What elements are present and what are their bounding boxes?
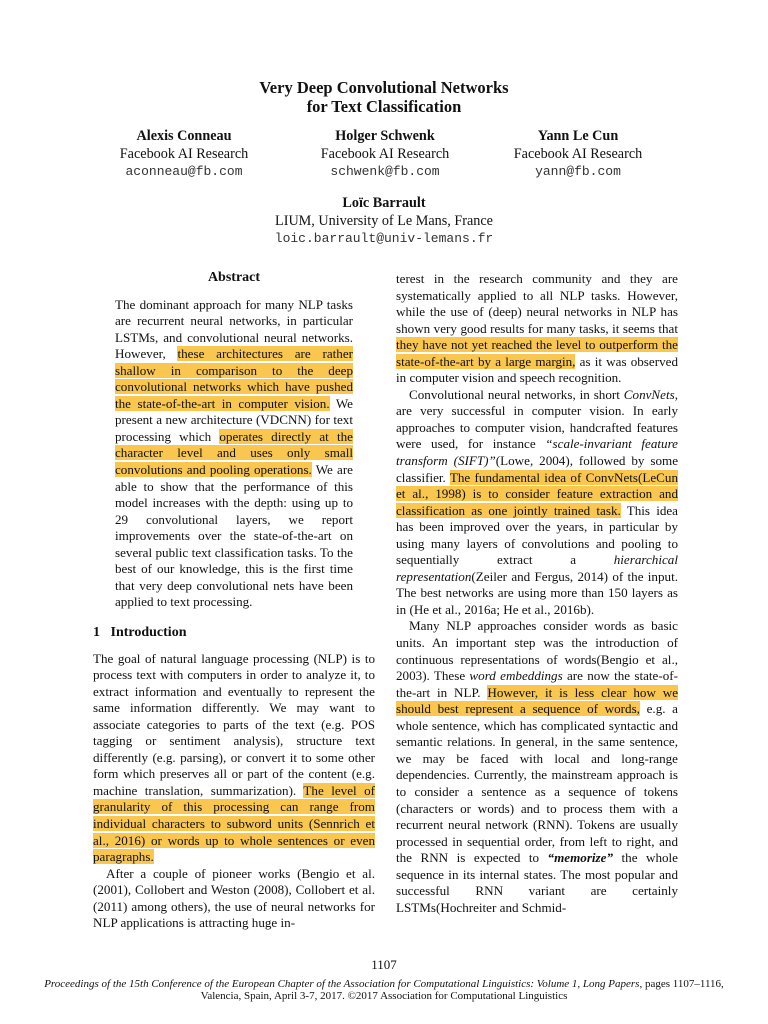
author-email: loic.barrault@univ-lemans.fr: [274, 231, 494, 246]
author-email: aconneau@fb.com: [125, 164, 243, 179]
italic-term: ConvNets: [623, 386, 675, 402]
right-text-4: , are very successful in computer vision. In early approaches to computer vision, handcrafted features were used, for instance: [396, 386, 678, 452]
abstract-text-3: We are able to show that the performance of this model increases with the depth: using up to 29 convolutional layers, we report improvements over the state-of-the-art on several public text classification tasks. To the best of our knowledge, this is the first time that very deep convolutional nets have been applied to text processing.: [115, 462, 353, 610]
highlight: operates directly at the character level and uses only small convolutions and pooling operations.: [115, 428, 353, 478]
author-block-2: [285, 128, 485, 181]
author-name: Alexis Conneau: [136, 128, 232, 144]
section-title: Introduction: [110, 625, 187, 640]
highlight: However, it is less clear how we should best represent a sequence of words,: [396, 684, 679, 717]
highlight: these architectures are rather shallow in comparison to the deep convolutional networks which have pushed the state-of-the-art in computer vision.: [115, 346, 353, 411]
abstract-section: [115, 270, 353, 611]
right-text-10: e.g. a whole sentence, which has complicated syntactic and semantic relations. In general, in the same sentence, we may be faced with local and long-range dependencies. Currently, the mainstream approach is to consider a sentence as a sequence of tokens (characters or words) and to process them with a recurrent neural network (RNN). Tokens are usually processed in sequential order, from left to right, and the RNN is expected to: [396, 701, 678, 866]
right-text-5: (Lowe, 2004), followed by some classifier.: [396, 453, 679, 485]
abstract-heading: Abstract: [207, 270, 261, 285]
right-text-6: This idea has been improved over the years, in particular by using many layers of convolutions and pooling to sequentially extract a: [396, 502, 678, 568]
author-email: yann@fb.com: [535, 164, 621, 179]
footer-line-1: [14, 978, 754, 990]
right-text-3: Convolutional neural networks, in short: [409, 386, 624, 402]
right-text-7: (Zeiler and Fergus, 2014) of the input. The best networks are using more than 150 layers as in (He et al., 2016a; He et al., 2016b).: [396, 568, 678, 617]
italic-term: hierarchical representation: [396, 552, 678, 584]
highlight: The fundamental idea of ConvNets(LeCun et al., 1998) is to consider feature extraction and classification as one jointly trained task.: [396, 469, 678, 518]
footer-line-2: Valencia, Spain, April 3-7, 2017. ©2017 Association for Computational Linguistics: [200, 990, 568, 1002]
author-block-3: [478, 128, 678, 181]
title-line-2: for Text Classification: [306, 97, 462, 116]
right-text-2: as it was observed in computer vision and speech recognition.: [396, 353, 678, 386]
right-text-9: are now the state-of-the-art in NLP.: [396, 668, 678, 700]
right-column: [396, 271, 678, 916]
section-number: 1: [93, 625, 100, 640]
footer-proceedings: Proceedings of the 15th Conference of the European Chapter of the Association for Computational Linguistics: Volume 1, Long Papers: [44, 978, 640, 990]
author-affiliation: LIUM, University of Le Mans, France: [275, 212, 493, 229]
paper-title: [0, 78, 768, 116]
author-affiliation: Facebook AI Research: [119, 145, 249, 162]
intro-paragraph-2: After a couple of pioneer works (Bengio et al. (2001), Collobert and Weston (2008), Collobert et al. (2011) among others), the use of neural networks for NLP applications is attracting huge in-: [93, 865, 375, 931]
highlight: they have not yet reached the level to outperform the state-of-the-art by a large margin,: [396, 337, 678, 369]
intro-text-1: The goal of natural language processing (NLP) is to process text with computers in order to analyze it, to extract information and eventually to represent the same information differently. We may want to associate categories to parts of the text (e.g. POS tagging or sentiment analysis), structure text differently (e.g. parsing), or convert it to some other form which preserves all or part of the content (e.g. machine translation, summarization).: [93, 650, 375, 798]
italic-term: “memorize”: [547, 850, 614, 866]
right-paragraph-3: [396, 618, 678, 916]
author-affiliation: Facebook AI Research: [513, 145, 643, 162]
abstract-text: [115, 297, 353, 611]
author-affiliation: Facebook AI Research: [320, 145, 450, 162]
abstract-text-2: We present a new architecture (VDCNN) for text processing which: [115, 395, 353, 444]
italic-term: “scale-invariant feature transform (SIFT)”: [396, 436, 678, 469]
author-email: schwenk@fb.com: [330, 164, 440, 179]
introduction-section: [93, 625, 375, 932]
author-name: Holger Schwenk: [335, 128, 435, 144]
abstract-text-1: The dominant approach for many NLP tasks are recurrent neural networks, in particular LSTMs, and convolutional neural networks. However,: [115, 296, 353, 362]
author-block-1: [84, 128, 284, 181]
highlight: The level of granularity of this processing can range from individual characters to subword units (Sennrich et al., 2016) or words up to whole sentences or even paragraphs.: [93, 782, 375, 865]
page-number: 1107: [371, 957, 397, 972]
right-paragraph-2: [396, 387, 678, 619]
footer: [14, 978, 754, 1002]
section-heading: [93, 625, 375, 642]
right-text-1: terest in the research community and they are systematically applied to all NLP tasks. However, while the use of (deep) neural networks in NLP has shown very good results for many tasks, it seems that: [396, 271, 678, 336]
author-block-4: [234, 195, 534, 248]
footer-pages: , pages 1107–1116,: [639, 978, 724, 990]
italic-term: word embeddings: [469, 668, 563, 684]
right-text-8: Many NLP approaches consider words as basic units. An important step was the introduction of continuous representations of words(Bengio et al., 2003). These: [396, 618, 678, 684]
title-line-1: Very Deep Convolutional Networks: [259, 78, 509, 97]
intro-paragraph-1: [93, 651, 375, 866]
author-name: Yann Le Cun: [537, 128, 619, 144]
right-paragraph-1: [396, 271, 678, 387]
author-name: Loïc Barrault: [342, 195, 426, 211]
right-text-11: the whole sequence in its internal states. The most popular and successful RNN variant are certainly LSTMs(Hochreiter and Schmid-: [396, 850, 678, 915]
